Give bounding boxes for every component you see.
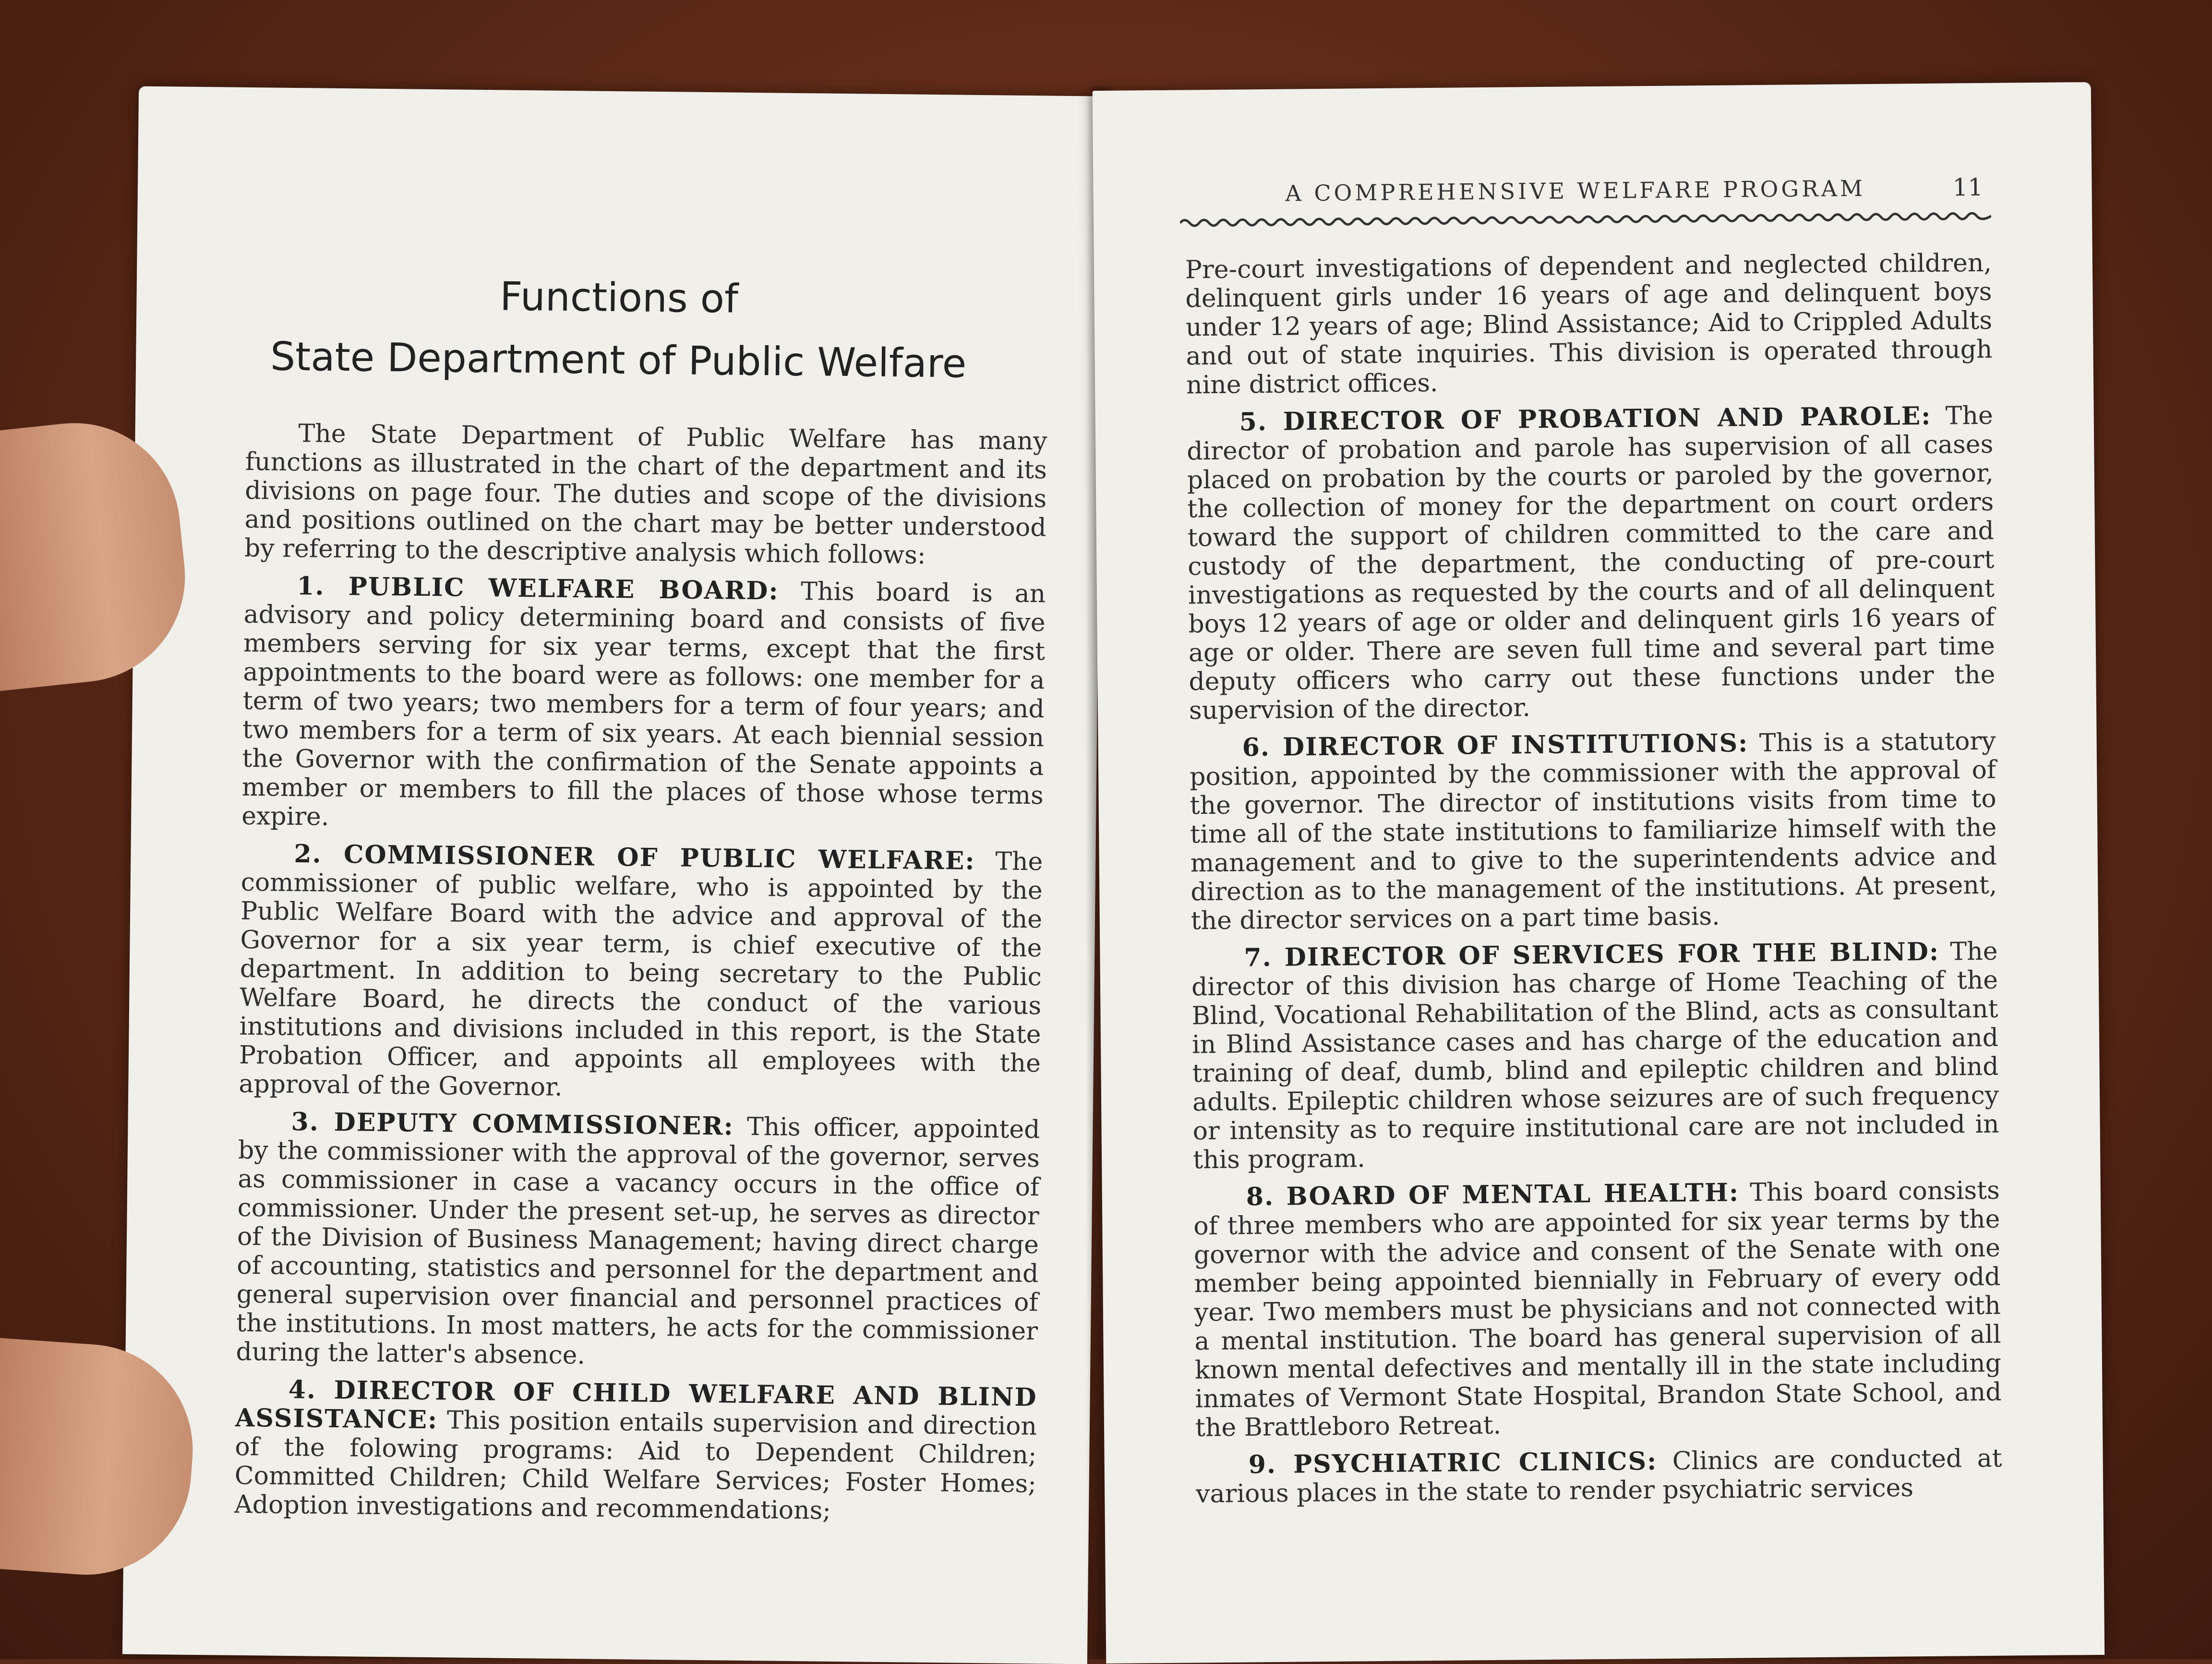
intro-paragraph: The State Department of Public Welfare has many functions as illustrated in the chart of the department and its divisions on page four. The duties and scope of the divisions and positions outlined on the chart may be better understood by referring to the descriptive analysis which follows: [244,419,1047,570]
left-page-body [234,419,1047,1536]
section-6 [1189,727,1997,936]
section-4 [234,1375,1037,1527]
page-title-line-2: State Department of Public Welfare [270,334,967,387]
section-body: This is a statutory position, appointed by the commissioner with the approval of the governor. The director of institutions visits from time to time all of the state institutions to familiarize himself with the management and to give to the superintendents advice and direction as to the management of the institutions. At present, the director services on a part time basis. [1189,726,1997,936]
section-heading: 4. DIRECTOR OF CHILD WELFARE AND BLIND ASSISTANCE: [235,1375,1037,1435]
section-body: The director of this division has charge of Home Teaching of the Blind, Vocational Rehabilitation of the Blind, acts as consultant in Blind Assistance cases and has charge of the education and training of deaf, dumb, blind and epileptic children and blind adults. Epileptic children whose seizures are of such frequency or intensity as to require institutional care are not included in this program. [1191,937,1999,1175]
section-9 [1195,1444,2002,1509]
section-2 [239,839,1043,1107]
section-body: This board is an advisory and policy determining board and consists of five members serving for six year terms, except that the first appointments to the board were as follows: one member for a term of two years; two members for a term of four years; and two members for a term of six years. At each biennial session the Governor with the confirmation of the Senate appoints a member or members to fill the places of those whose terms expire. [241,577,1046,832]
page-number: 11 [1952,173,1984,202]
section-heading: 3. DEPUTY COMMISSIONER: [291,1107,734,1141]
section-body: This position entails supervision and direction of the folowing programs: Aid to Dependent Children; Committed Children; Child Welfare Services; Foster Homes; Adoption investigations and recommendations; [234,1406,1037,1525]
section-7 [1191,937,1999,1175]
section-heading: 6. DIRECTOR OF INSTITUTIONS: [1242,728,1749,762]
section-heading: 5. DIRECTOR OF PROBATION AND PAROLE: [1239,401,1932,437]
decorative-wavy-rule [1180,209,1991,230]
section-body: The director of probation and parole has supervision of all cases placed on probation by the courts or paroled by the governor, the collection of money for the department on court orders toward the support of children committed to the care and custody of the department, the conducting of pre-court investigations as requested by the courts and of all delinquent boys 12 years of age or older and delinquent girls 16 years of age or older. There are seven full time and several part time deputy officers who carry out these functions under the supervision of the director. [1187,401,1996,725]
section-body: Clinics are conducted at various places in the state to render psychiatric services [1196,1444,2002,1509]
right-page-body [1185,249,2003,1518]
section-5 [1187,401,1996,725]
continuation-paragraph: Pre-court investigations of dependent and neglected children, delinquent girls under 16 years of age and delinquent boys under 12 years of age; Blind Assistance; Aid to Crippled Adults and out of state inquiries. This division is operated through nine district offices. [1185,248,1993,400]
left-page [122,86,1104,1664]
section-body: The commissioner of public welfare, who is appointed by the Public Welfare Board with the advice and approval of the Governor for a six year term, is chief executive of the department. In addition to being secretary to the Public Welfare Board, he directs the conduct of the various institutions and divisions included in this report, is the State Probation Officer, and appoints all employees with the approval of the Governor. [239,847,1043,1102]
section-heading: 9. PSYCHIATRIC CLINICS: [1248,1446,1658,1480]
section-heading: 2. COMMISSIONER OF PUBLIC WELFARE: [294,839,975,876]
running-head: A COMPREHENSIVE WELFARE PROGRAM [1285,175,1866,206]
right-page [1093,82,2105,1664]
section-heading: 7. DIRECTOR OF SERVICES FOR THE BLIND: [1244,937,1940,973]
section-1 [241,571,1046,839]
section-3 [236,1107,1040,1375]
section-heading: 8. BOARD OF MENTAL HEALTH: [1246,1178,1740,1212]
section-body: This officer, appointed by the commissioner with the approval of the governor, serves as commissioner in case a vacancy occurs in the office of commissioner. Under the present set-up, he serves as director of the Division of Business Management; having direct charge of accounting, statistics and personnel for the department and general supervision over financial and personnel practices of the institutions. In most matters, he acts for the commissioner during the latter's absence. [236,1112,1040,1370]
section-body: This board consists of three members who are appointed for six year terms by the governor with the advice and consent of the Senate with one member being appointed biennially in February of every odd year. Two members must be physicians and not connected with a mental institution. The board has general supervision of all known mental defectives and mentally ill in the state including inmates of Vermont State Hospital, Brandon State School, and the Brattleboro Retreat. [1193,1176,2002,1443]
page-title-line-1: Functions of [499,274,739,322]
section-heading: 1. PUBLIC WELFARE BOARD: [296,571,779,606]
section-8 [1193,1176,2002,1443]
